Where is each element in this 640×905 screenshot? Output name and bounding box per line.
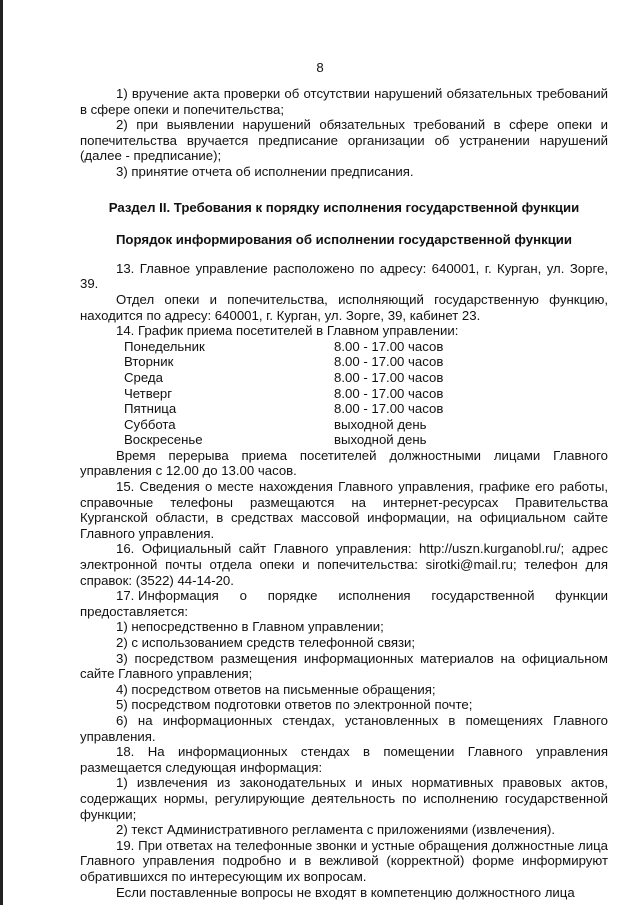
- list-item: 5) посредством подготовки ответов по электронной почте;: [116, 697, 473, 713]
- schedule-time: выходной день: [334, 432, 427, 448]
- schedule-time: 8.00 - 17.00 часов: [334, 401, 444, 417]
- scan-edge: [0, 0, 3, 905]
- reception-schedule: [124, 339, 608, 448]
- schedule-row: [124, 432, 608, 448]
- schedule-row: [124, 401, 608, 417]
- list-item: 1) вручение акта проверки об отсутствии нарушений обязательных требований в сфере опеки и попечительства;: [80, 86, 608, 117]
- schedule-row: [124, 370, 608, 386]
- schedule-day: Четверг: [124, 385, 173, 401]
- word: функции: [555, 588, 608, 604]
- subsection-title: Порядок информирования об исполнении государственной функции: [115, 232, 573, 248]
- list-item: 3) посредством размещения информационных материалов на официальном сайте Главного управления;: [80, 650, 608, 682]
- word: государственной: [431, 588, 535, 604]
- schedule-day: Среда: [124, 369, 163, 385]
- break-time-paragraph: Время перерыва приема посетителей должностными лицами Главного управления с 12.00 до 13.00 часов.: [80, 447, 608, 479]
- page-number: 8: [316, 60, 324, 75]
- paragraph-last: Если поставленные вопросы не входят в компетенцию должностного лица: [116, 884, 575, 900]
- list-item: 1) извлечения из законодательных и иных нормативных правовых актов, содержащих нормы, регулирующие деятельность по исполнению государственной функции;: [80, 775, 608, 822]
- list-item: 4) посредством ответов на письменные обращения;: [116, 681, 436, 697]
- list-item: 2) при выявлении нарушений обязательных требований в сфере опеки и попечительства вручается предписание организации об устранении нарушений (далее - предписание);: [80, 117, 608, 164]
- paragraph-13-address: 13. Главное управление расположено по адресу: 640001, г. Курган, ул. Зорге, 39.: [80, 260, 608, 292]
- list-item: 3) принятие отчета об исполнении предписания.: [116, 163, 414, 179]
- schedule-row: [124, 386, 608, 402]
- schedule-time: 8.00 - 17.00 часов: [334, 369, 444, 385]
- word: о: [239, 588, 247, 604]
- schedule-time: 8.00 - 17.00 часов: [334, 354, 444, 370]
- word: исполнения: [338, 588, 411, 604]
- paragraph-14: 14. График приема посетителей в Главном управлении:: [116, 323, 459, 339]
- schedule-time: выходной день: [334, 416, 427, 432]
- schedule-day: Пятница: [124, 401, 177, 417]
- schedule-time: 8.00 - 17.00 часов: [334, 385, 444, 401]
- section-title: Раздел II. Требования к порядку исполнения государственной функции: [108, 199, 580, 215]
- schedule-row: [124, 417, 608, 433]
- paragraph-17-continuation: предоставляется:: [80, 603, 189, 619]
- schedule-row: [124, 354, 608, 370]
- schedule-row: [124, 339, 608, 355]
- list-item: 2) с использованием средств телефонной связи;: [116, 635, 416, 650]
- paragraph-19: 19. При ответах на телефонные звонки и устные обращения должностные лица Главного управления подробно и в вежливой (корректной) форме информируют обратившихся по интересующим их вопросам.: [80, 837, 608, 884]
- schedule-day: Суббота: [124, 416, 176, 432]
- document-body: [80, 86, 608, 900]
- paragraph-16: 16. Официальный сайт Главного управления: http://uszn.kurganobl.ru/; адрес электронной почты отдела опеки и попечительства: sirotki@mail.ru; телефон для справок: (3522) 44-14-20.: [80, 541, 608, 588]
- schedule-day: Понедельник: [124, 338, 205, 354]
- list-item: 1) непосредственно в Главном управлении;: [116, 619, 384, 635]
- schedule-day: Воскресенье: [124, 432, 203, 448]
- list-item: 2) текст Административного регламента с приложениями (извлечения).: [116, 822, 556, 838]
- list-item: 6) на информационных стендах, установленных в помещениях Главного управления.: [80, 712, 608, 744]
- paragraph-17-first-line: [80, 588, 608, 604]
- schedule-time: 8.00 - 17.00 часов: [334, 338, 444, 354]
- word: 17. Информация: [116, 588, 219, 604]
- paragraph-18: 18. На информационных стендах в помещении Главного управления размещается следующая информация:: [80, 744, 608, 775]
- paragraph-13-department: Отдел опеки и попечительства, исполняющий государственную функцию, находится по адресу: 640001, г. Курган, ул. Зорге, 39, кабинет 23.: [80, 291, 608, 323]
- schedule-day: Вторник: [124, 354, 174, 370]
- paragraph-15: 15. Сведения о месте нахождения Главного управления, графике его работы, справочные телефоны размещаются на интернет-ресурсах Правительства Курганской области, в средствах массовой информации, на официальном сайте Главного управления.: [80, 479, 608, 541]
- word: порядке: [267, 588, 318, 604]
